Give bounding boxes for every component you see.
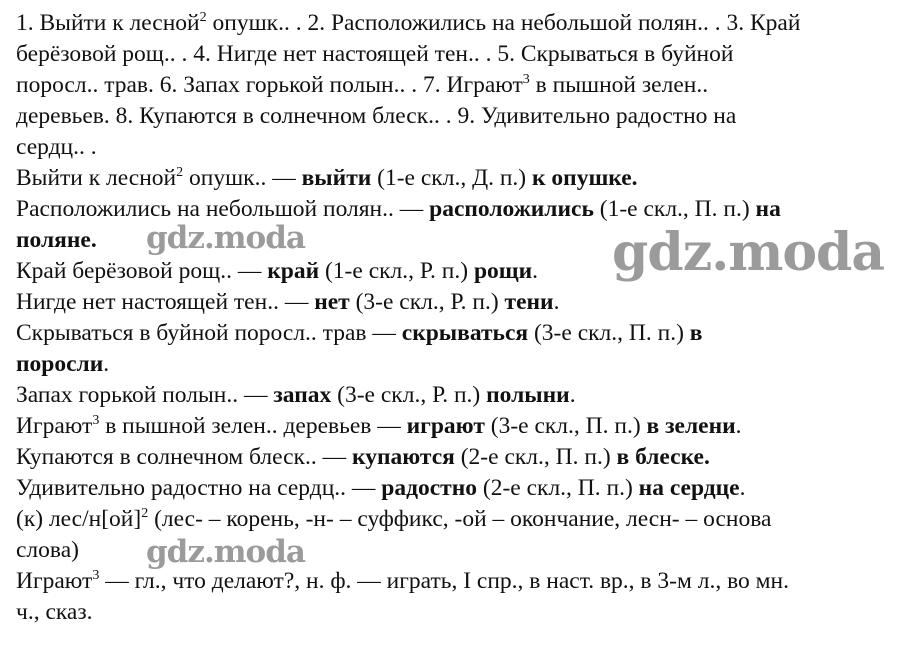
text-line [16,163,916,194]
text-segment: ч., сказ. [16,599,93,625]
text-segment: сердц.. . [16,134,97,160]
text-segment: (1-е скл., П. п.) [593,196,756,222]
bold-answer: поляне. [16,227,97,253]
bold-answer: в блеске. [616,444,710,470]
bold-answer: рощи [473,258,533,284]
bold-answer: нет [314,289,350,315]
watermark-3: gdz.moda [146,534,305,570]
bold-answer: полыни [486,382,570,408]
text-line [16,70,916,101]
text-segment: (1-е скл., Р. п.) [319,258,474,284]
text-segment: (лес- – корень, -н- – суффикс, -ой – окончание, лесн- – основа [148,506,772,532]
bold-answer: скрываться [401,320,529,346]
text-line [16,566,916,597]
text-segment: Удивительно радостно на сердц.. — [16,475,382,501]
text-segment: опушк.. . 2. Расположились на небольшой полян.. . 3. Край [206,10,801,36]
text-segment: (2-е скл., П. п.) [477,475,639,501]
text-segment: Играют [16,568,93,594]
text-segment: (2-е скл., П. п.) [454,444,617,470]
text-segment: деревьев. 8. Купаются в солнечном блеск.. . 9. Удивительно радостно на [16,103,737,129]
bold-answer: запах [273,382,332,408]
superscript: 3 [92,568,100,584]
superscript: 2 [141,506,149,522]
bold-answer: в зелени [646,413,736,439]
text-line [16,318,916,349]
text-line [16,349,916,380]
text-line [16,39,916,70]
bold-answer: на сердце [638,475,740,501]
text-line [16,411,916,442]
text-line [16,380,916,411]
text-line [16,442,916,473]
bold-answer: тени [504,289,554,315]
text-segment: Купаются в солнечном блеск.. — [16,444,352,470]
text-segment: Выйти к лесной [16,165,177,191]
bold-answer: купаются [351,444,455,470]
text-line [16,8,916,39]
watermark-2: gdz.moda [612,222,885,283]
bold-answer: край [267,258,320,284]
text-segment: . [532,258,539,284]
text-segment: берёзовой рощ.. . 4. Нигде нет настоящей тен.. . 5. Скрываться в буйной [16,41,734,67]
text-segment: Запах горькой полын.. — [16,382,274,408]
superscript: 3 [522,72,530,88]
text-line [16,101,916,132]
text-segment: Нигде нет настоящей тен.. — [16,289,315,315]
text-segment: . [553,289,560,315]
text-segment: — гл., что делают?, н. ф. — играть, I спр., в наст. вр., в 3-м л., во мн. [99,568,789,594]
bold-answer: на [755,196,781,222]
bold-answer: в [689,320,703,346]
text-segment: в пышной зелен.. [529,72,709,98]
superscript: 3 [92,413,100,429]
text-segment: . [103,351,110,377]
text-segment: (1-е скл., Д. п.) [371,165,532,191]
text-line [16,473,916,504]
text-segment: . [569,382,576,408]
text-segment: 1. Выйти к лесной [16,10,200,36]
text-segment: Край берёзовой рощ.. — [16,258,268,284]
bold-answer: поросли [16,351,104,377]
text-line [16,504,916,535]
text-segment: Расположились на небольшой полян.. — [16,196,430,222]
bold-answer: к опушке. [532,165,638,191]
text-segment: (3-е скл., Р. п.) [331,382,487,408]
superscript: 2 [199,10,207,26]
text-line [16,597,916,628]
text-segment: . [739,475,746,501]
text-line [16,287,916,318]
text-segment: (к) лес/н[ой] [16,506,142,532]
bold-answer: расположились [429,196,594,222]
text-segment: (3-е скл., П. п.) [484,413,647,439]
text-line [16,132,916,163]
text-segment: слова) [16,537,79,563]
text-segment: (3-е скл., П. п.) [528,320,690,346]
bold-answer: выйти [301,165,372,191]
text-segment: Играют [16,413,93,439]
watermark-1: gdz.moda [146,220,305,256]
text-segment: поросл.. трав. 6. Запах горькой полын.. . 7. Играют [16,72,523,98]
text-segment: . [735,413,742,439]
superscript: 2 [176,165,184,181]
text-segment: Скрываться в буйной поросл.. трав — [16,320,402,346]
text-segment: в пышной зелен.. деревьев — [99,413,407,439]
text-segment: опушк.. — [183,165,302,191]
bold-answer: радостно [381,475,478,501]
bold-answer: играют [406,413,485,439]
text-segment: (3-е скл., Р. п.) [349,289,505,315]
